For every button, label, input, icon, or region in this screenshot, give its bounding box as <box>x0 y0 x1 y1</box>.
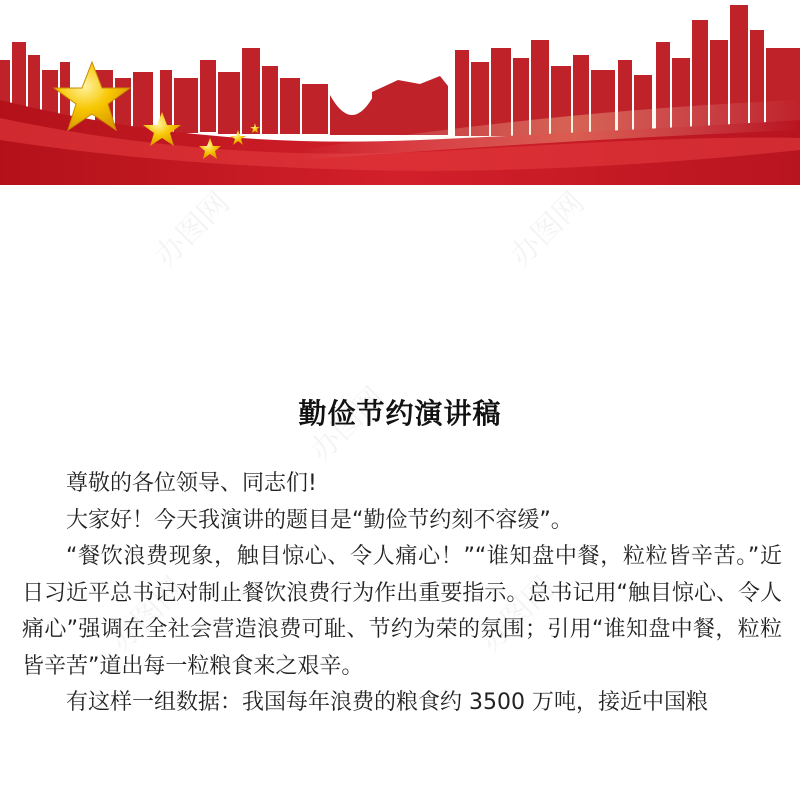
watermark <box>498 180 593 275</box>
paragraph-salutation: 尊敬的各位领导、同志们! <box>66 471 317 496</box>
header-banner <box>0 0 800 185</box>
watermark <box>143 180 238 275</box>
document-body <box>22 466 782 722</box>
document-title: 勤俭节约演讲稿 <box>298 397 502 430</box>
paragraph-main: “餐饮浪费现象，触目惊心、令人痛心！”“谁知盘中餐，粒粒皆辛苦。”近日习近平总书记对制止餐饮浪费行为作出重要指示。总书记用“触目惊心、令人痛心”强调在全社会营造浪费可耻、节约为荣的氛围；引用“谁知盘中餐，粒粒皆辛苦”道出每一粒粮食来之艰辛。 <box>22 544 782 679</box>
paragraph-greeting: 大家好！今天我演讲的题目是“勤俭节约刻不容缓”。 <box>66 507 573 533</box>
paragraph-data: 有这样一组数据：我国每年浪费的粮食约 3500 万吨，接近中国粮 <box>66 690 708 715</box>
